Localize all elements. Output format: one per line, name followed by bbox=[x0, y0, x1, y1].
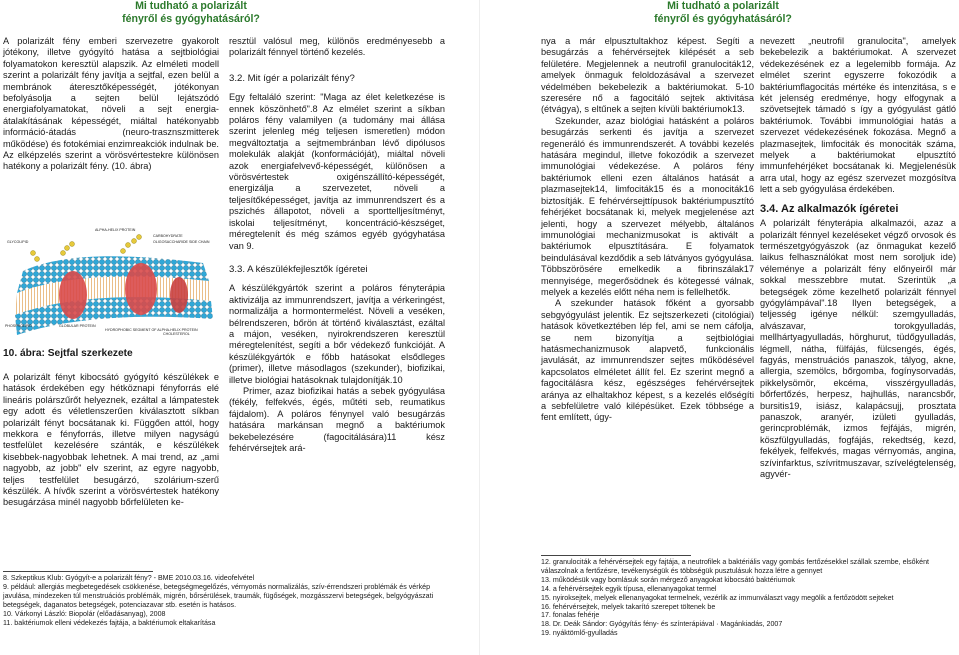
footnote: 12. granulociták a fehérvérsejtek egy fajtája, a neutrofilek a baktériális vagy gombás fertőzésekkel szállak szembe, elsőként válaszolnak a fertőzésre, tevékenységük és többségük pusztulásuk hozza létre a gennyet bbox=[541, 558, 929, 575]
footnotes-right bbox=[541, 555, 955, 638]
footnote: 19. nyáktömlő-gyulladás bbox=[541, 629, 618, 638]
paragraph: A szekunder hatások főként a gyorsabb sebgyógyulást jelentik. Ez sejtszerkezeti (citológiai) hatások következtében lép fel, ami se nem cáfolja, se nem bizonyítja a sejtbiológiai hatásmechanizmusok alapvető, funkcionális javulását, az immunrendszer sejtes működésével kapcsolatos elméletet állít fel. Ez szerint megnő a fagocitálásra kész, egészséges fehérvérsejtek aránya az elhaltakhoz képest, s a kezelés előségíti a sebfelületre való kilépésüket. Ezek többsége a fent említett, úgy- bbox=[541, 298, 754, 423]
figure-label: HYDROPHOBIC SEGMENT OF ALPHA-HELIX PROTEIN bbox=[105, 328, 198, 332]
footnote-rule bbox=[541, 555, 691, 556]
column-4 bbox=[760, 36, 956, 480]
section-heading: 3.4. Az alkalmazók ígéretei bbox=[760, 202, 899, 215]
paragraph: A polarizált fényterápia alkalmazói, azaz a polarizált fénnyel kezeléseket végző orvosok és természetgyógyászok (az önmagukat kezelő laikus felhasználókat most nem soroljuk ide) véleménye a polarizált fény előnyeiről már sokkal messzebbre mutat. Szerintük „a betegségek zöme kezelhető polarizált fénnyel gyógylámpával".18 Ilyen betegségek, a teljesség igénye nélkül: szemgyulladás, alvászavar, torokgyulladás, mellhártyagyulladás, hörghurut, tüdőgyulladás, légmell, nátha, fülfájás, fülcsengés, égés, fagyás, menstruációs panaszok, tályog, akne, allergia, szemölcs, bőrgomba, fogínysorvadás, pikkelysömör, ekcéma, visszérgyulladás, bőrfertőzés, herpesz, hajhullás, narancsbőr, bursitis19, isiász, kalapácsujj, prosztata panaszok, aranyér, izületi gyulladás, gerincproblémák, izmos fejfájás, migrén, köszfülgyulladás, fogfájás, rekedtség, kezd, fekélyek, felfekvés, magas vérnyomás, angina, szívinfarktus, szívritmuszavar, szívelégtelenség, agyvér- bbox=[760, 218, 956, 480]
footnote: 11. baktériumok elleni védekezés fajtája, a baktériumok eltakarítása bbox=[3, 618, 216, 627]
footnote: 13. működésük vagy bomlásuk során mérgező anyagokat kibocsátó baktériumok bbox=[541, 575, 795, 584]
column-1 bbox=[3, 36, 219, 173]
running-header-left: Mi tudható a polarizált fényről és gyógyhatásáról? bbox=[122, 0, 260, 25]
footnotes-left bbox=[3, 571, 448, 627]
figure-label: GLYCOLIPID bbox=[7, 240, 29, 244]
figure-label: ALPHA-HELIX PROTEIN bbox=[95, 228, 136, 232]
right-page bbox=[480, 0, 959, 655]
footnote: 16. fehérvérsejtek, melyek takarító szerepet töltenek be bbox=[541, 602, 716, 611]
paragraph: Szekunder, azaz biológiai hatásként a poláros besugárzás serkenti és javítja a szervezet regeneráló és immunrendszerét. A további kezelés hatására megindul, illetve fokozódik a szervezet immunológiai védekezése. A poláros fény baktériumok elleni ezen általános hatását a plazmasejtek14, limfociták15 és a monociták16 biztosítják. E fehérvérsejttípusok baktériumpusztító fehérjéket bocsátanak ki, melyek megjelenése azt jelenti, hogy a szervezet mélyebb, általános immunológiai mechanizmusokat is aktivált a baktériumok elpusztítására. E folyamatok beindulásával kezdődik a seb látványos gyógyulása. Többszörösére emelkedik a fibrinszálak17 mennyisége, megerősödnek és kötegessé válnak, melyek a kezelés előtt néha nem is fellelhetők. bbox=[541, 115, 754, 297]
figure-label: PHOSPHOLIPID bbox=[5, 324, 32, 328]
column-1-lower bbox=[3, 372, 219, 509]
globular-protein bbox=[125, 263, 157, 315]
paragraph: nevezett „neutrofil granulocita", amelyek bekebelezik a baktériumokat. A szervezet védekezésének ez a legelemibb formája. Az elmélet szerint egyszerre fokozódik a baktériumflagocitás mértéke és intenzitása, s e két jelenség eredménye, hogy elfogynak a szövetsejtek támadó s így a gyógyulást gátló baktériumok. További immunológiai hatás a szervezet védekezésének fokozása. Megnő a plazmasejtek, limfociták és monociták száma, melyek a baktériumokat elpusztító immunfehérjéket bocsátanak ki. Megjelenésük arra utal, hogy az egész szervezet mozgósítva lett a seb gyógyulása érdekében. bbox=[760, 36, 956, 195]
footnote: 14. a fehérvérsejtek egyik típusa, ellenanyagokat termel bbox=[541, 584, 717, 593]
footnote: 9. például: allergiás megbetegedések csökkenése, betegségmegelőzés, vérnyomás normalizálás, szív-érrendszeri problémák és vérkép javulása, mindezeken túl menstruációs problémák, migrén, bőrsérülések, traumák, fügőségek, mozgásszervi betegségek, belgyógyászati betegségek, daganatos betegségek, potenciazavar stb. esetén is hatásos. bbox=[3, 582, 434, 609]
footnote: 17. fonalas fehérje bbox=[541, 611, 600, 620]
section-heading: 3.2. Mit ígér a polarizált fény? bbox=[229, 72, 355, 84]
paragraph: A készülékgyártók szerint a poláros fényterápia aktivizálja az immunrendszert, javítja a vérkeringést, normalizálja a hormontermelést. Növeli a veséken, bélrendszeren, bőrön át történő kiválasztást, ezáltal a májon, veséken, nyirokrendszeren keresztül méregtelenítést, segíti a bőr védekező funkcióját. A készülékgyártók e főbb hatásokat elsődleges (primer), illetve másodlagos (szekunder), biofizikai, illetve biológiai hatásoknak tulajdonítják.10 bbox=[229, 283, 445, 385]
globular-protein bbox=[59, 271, 87, 319]
figure-label: GLOBULAR PROTEIN bbox=[59, 324, 96, 328]
figure-label: CARBOHYDRATE bbox=[153, 234, 183, 238]
paragraph: A polarizált fényt kibocsátó gyógyító készülékek e hatások érdekében egy hétköznapi fényforrás elé lineáris polárszűrőt helyeznek, ezáltal a lámpatestek egy adott és véletlenszerűen kiválasztott síkban polarizált fényt bocsátanak ki. Függően attól, hogy mekkora e fényforrás, illetve milyen nagyságú testfelület kezelésére szánták, e készülékek kisebbek-nagyobbak lehetnek. A mai trend, az „ami nagyobb, az jobb" elv szerint, az egyre nagyobb, teljes testfelület besugárzó, szolárium-szerű készülék. A hívők szerint a vörösvértestek hatékony besugárzása minél nagyobb bőrfelületen ke- bbox=[3, 372, 219, 508]
footnote: 15. nyiroksejtek, melyek ellenanyagokat termelnek, vezérlik az immunválaszt vagy megölik a fertőzödött sejteket bbox=[541, 593, 894, 602]
cell-membrane-figure bbox=[3, 223, 219, 345]
footnote: 18. Dr. Deák Sándor: Gyógyítás fény- és színterápiával · Magánkiadás, 2007 bbox=[541, 620, 783, 629]
alpha-helix-protein bbox=[170, 277, 188, 313]
running-header-right: Mi tudható a polarizált fényről és gyógyhatásáról? bbox=[654, 0, 792, 25]
paragraph: A polarizált fény emberi szervezetre gyakorolt jótékony, illetve gyógyító hatása a sejtbiológiai folyamatokon keresztül alapszik. Az elméleti modell szerint a polarizált fény javítja a sejtfal, ezen belül a membránok áteresztőképességét, jótékonyan befolyásolja a sejten belül lejátszódó energiafolyamatokat, növeli a sejt energia-átalakításának képességét, miáltal hatékonyabb információ-átadás (neuro-trasznszmitterek működése) és fotokémiai enzimreakciók indulnak be. Az elképzelés szerint a vörösvértestekre különösen hatékony a polarizált fény. (10. ábra) bbox=[3, 36, 219, 172]
figure-label: CHOLESTEROL bbox=[163, 332, 190, 336]
column-2 bbox=[229, 36, 445, 454]
paragraph: Egy feltaláló szerint: "Maga az élet keletkezése is ennek köszönhető".8 Az elmélet szerint a síkban poláros fény valamilyen (a tudomány mai állása szerint jelenleg még teljesen ismeretlen) módon megváltoztatja a sejtmembránban lévő dipólusos molekulák alakját (konformációját), miáltal növeli azok energiafelvevő-képességét, különösen a vörösvértestek oxigénszállító-képességét, energizálja a szervezetet, növeli a teljesítőképességet, javítja az immunrendszert és a pszichés állapotot, növeli a sporttelljesítményt, iskolai teljesítményt, koncentráció-készséget, méregtelenít és még számos egyéb gyógyhatása van 9. bbox=[229, 92, 445, 251]
paragraph: nya a már elpusztultakhoz képest. Segíti a besugárzás a fehérvérsejtek kilépését a seb felületére. Megjelennek a neutrofil granulociták12, amelyek önmaguk feloldozásával a szervezet védelmében bekebelezik a baktériumokat. 5-10 szeresére nő a fagocitáló sejtek aktivitása (étvágya), s eltűnek a sejten kívüli baktériumok13. bbox=[541, 36, 754, 115]
footnote: 8. Szkeptikus Klub: Gyógyít-e a polarizált fény? - BME 2010.03.16. videofelvétel bbox=[3, 574, 255, 582]
column-3 bbox=[541, 36, 754, 424]
figure-caption: 10. ábra: Sejtfal szerkezete bbox=[3, 348, 133, 359]
section-heading: 3.3. A készülékfejlesztők ígéretei bbox=[229, 263, 368, 275]
paragraph: resztül valósul meg, különös eredményesebb a polarizált fénnyel történő kezelés. bbox=[229, 36, 445, 58]
paragraph: Primer, azaz biofizikai hatás a sebek gyógyulása (fékély, felfekvés, égés, műtéti seb, reumatikus fájdalom). A poláros fénynyel való besugárzás hatására markánsan megnő a baktériumok bekebelezésére (fagocitálására)11 kész fehérvérsejtek ará- bbox=[229, 385, 445, 453]
figure-label: OLIGOSACCHARIDE SIDE CHAIN bbox=[153, 240, 210, 244]
footnote-rule bbox=[3, 571, 153, 572]
left-page bbox=[0, 0, 479, 655]
footnote: 10. Várkonyi László: Biopolár (előadásanyag), 2008 bbox=[3, 609, 166, 618]
